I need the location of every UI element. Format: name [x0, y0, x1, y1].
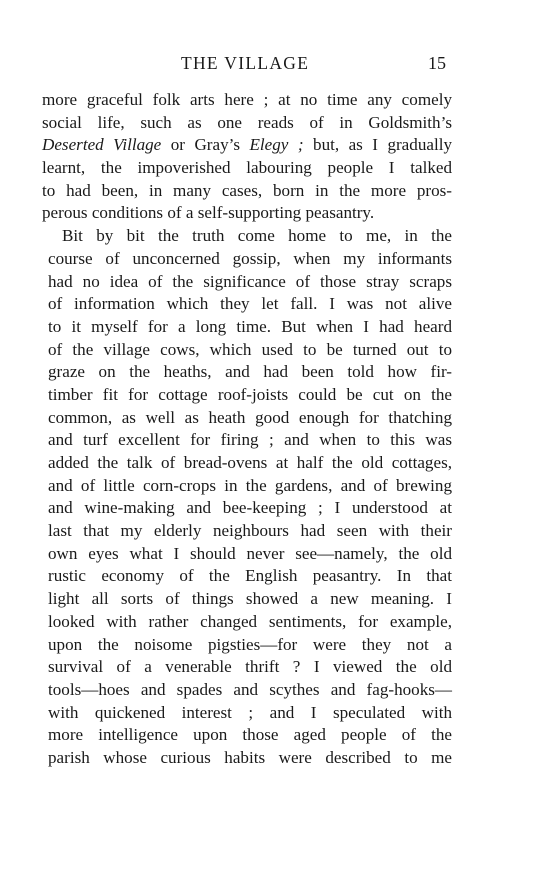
body-text — [42, 89, 452, 770]
text-segment: last that my elderly neighbours had seen with their — [48, 521, 452, 541]
text-line — [42, 157, 452, 180]
text-line — [42, 134, 452, 157]
italic-title: Elegy ; — [249, 135, 304, 155]
text-line — [42, 679, 452, 702]
text-line — [42, 543, 452, 566]
text-segment: of the village cows, which used to be turned out to — [48, 339, 452, 359]
text-line — [42, 407, 452, 430]
running-title: THE VILLAGE — [181, 53, 310, 73]
text-line — [42, 452, 452, 475]
text-segment: had no idea of the significance of those stray scraps — [48, 271, 452, 291]
text-line — [42, 747, 452, 770]
text-segment: learnt, the impoverished labouring people I talked — [42, 158, 452, 178]
text-segment: and wine-making and bee-keeping ; I understood at — [48, 498, 452, 518]
text-segment: light all sorts of things showed a new meaning. I — [48, 589, 452, 609]
text-segment: course of unconcerned gossip, when my informants — [48, 248, 452, 268]
text-segment: to it myself for a long time. But when I had heard — [48, 316, 452, 336]
text-line — [42, 248, 452, 271]
text-segment: or Gray’s — [161, 135, 250, 155]
text-line — [42, 293, 452, 316]
text-segment: own eyes what I should never see—namely, the old — [48, 543, 452, 563]
text-line — [42, 520, 452, 543]
text-line — [42, 384, 452, 407]
text-line — [42, 271, 452, 294]
text-line — [42, 497, 452, 520]
text-line — [42, 112, 452, 135]
text-line — [42, 724, 452, 747]
running-head — [0, 53, 552, 77]
text-segment: looked with rather changed sentiments, for example, — [48, 611, 452, 631]
text-segment: Bit by bit the truth come home to me, in the — [62, 226, 452, 246]
text-line — [42, 180, 452, 203]
text-line — [42, 89, 452, 112]
text-segment: and turf excellent for firing ; and when to this was — [48, 430, 452, 450]
text-line — [42, 588, 452, 611]
text-segment: tools—hoes and spades and scythes and fag-hooks— — [48, 679, 452, 699]
text-segment: social life, such as one reads of in Goldsmith’s — [42, 112, 452, 132]
page-number: 15 — [428, 53, 446, 73]
text-segment: more intelligence upon those aged people of the — [48, 725, 452, 745]
text-segment: and of little corn-crops in the gardens, and of brewing — [48, 475, 452, 495]
text-segment: rustic economy of the English peasantry. In that — [48, 566, 452, 586]
text-line — [42, 656, 452, 679]
text-line — [42, 429, 452, 452]
text-line — [42, 202, 452, 225]
text-segment: survival of a venerable thrift ? I viewed the old — [48, 657, 452, 677]
text-line — [42, 316, 452, 339]
text-line — [42, 634, 452, 657]
text-line — [42, 225, 452, 248]
text-segment: upon the noisome pigsties—for were they not a — [48, 634, 452, 654]
text-segment: with quickened interest ; and I speculated with — [48, 702, 452, 722]
text-segment: but, as I gradually — [303, 135, 452, 155]
text-line — [42, 361, 452, 384]
text-segment: more graceful folk arts here ; at no time any comely — [42, 90, 452, 109]
text-segment: added the talk of bread-ovens at half the old cottages, — [48, 453, 452, 472]
italic-title: Deserted Village — [42, 135, 162, 155]
text-segment: to had been, in many cases, born in the more pros- — [42, 180, 452, 200]
text-segment: common, as well as heath good enough for thatching — [48, 407, 452, 427]
text-line — [42, 611, 452, 634]
text-line — [42, 475, 452, 498]
text-line — [42, 702, 452, 725]
text-segment: of information which they let fall. I was not alive — [48, 294, 452, 314]
text-line — [42, 565, 452, 588]
text-segment: perous conditions of a self-supporting peasantry. — [42, 203, 375, 223]
text-line — [42, 339, 452, 362]
text-segment: parish whose curious habits were described to me — [48, 747, 452, 767]
text-segment: timber fit for cottage roof-joists could be cut on the — [48, 384, 452, 404]
text-segment: graze on the heaths, and had been told how fir- — [48, 362, 452, 382]
